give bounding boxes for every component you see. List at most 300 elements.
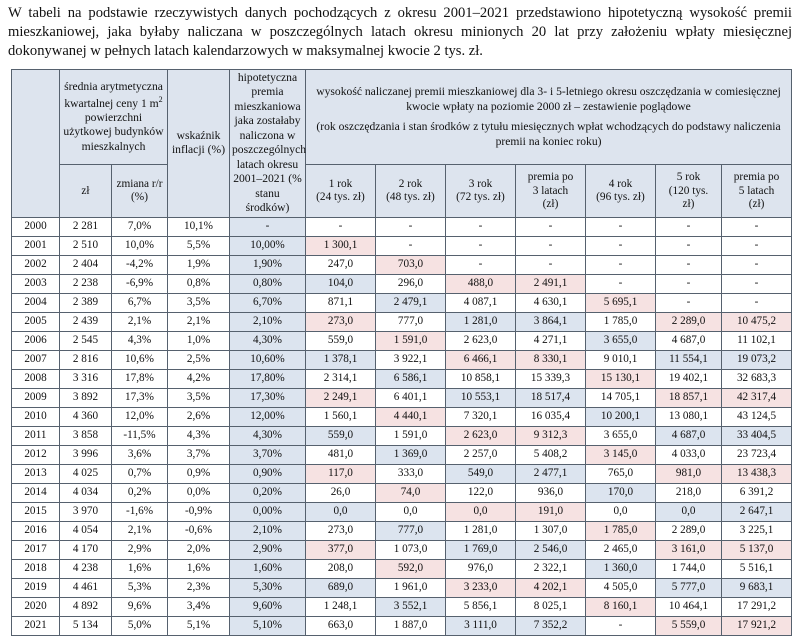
cell-premium-3y: - [516, 236, 586, 255]
header-row-top [12, 69, 792, 165]
table-row [12, 388, 792, 407]
header-col-year-1: 1 rok (24 tys. zł) [306, 165, 376, 217]
cell-year-1: 104,0 [306, 274, 376, 293]
cell-year-3: 3 111,0 [446, 616, 516, 635]
cell-year: 2021 [12, 616, 60, 635]
cell-year-2: 703,0 [376, 255, 446, 274]
cell-year-3: 0,0 [446, 502, 516, 521]
cell-inflation: 2,6% [168, 407, 230, 426]
cell-inflation: 3,5% [168, 388, 230, 407]
cell-year-2: 6 401,1 [376, 388, 446, 407]
cell-year-4: - [586, 236, 656, 255]
cell-year-3: - [446, 236, 516, 255]
cell-premium-3y: 4 630,1 [516, 293, 586, 312]
cell-premium-3y: - [516, 217, 586, 236]
cell-year-5: 4 687,0 [656, 331, 722, 350]
cell-price-change: -11,5% [112, 426, 168, 445]
cell-price-change: 1,6% [112, 559, 168, 578]
table-row [12, 464, 792, 483]
cell-year-3: 10 553,1 [446, 388, 516, 407]
cell-year-5: - [656, 217, 722, 236]
cell-premium-3y: 1 307,0 [516, 521, 586, 540]
cell-year-1: 689,0 [306, 578, 376, 597]
cell-hypothetical-premium: 10,60% [230, 350, 306, 369]
cell-year-1: 1 378,1 [306, 350, 376, 369]
cell-year: 2009 [12, 388, 60, 407]
table-row [12, 255, 792, 274]
header-inflation: wskaźnik inflacji (%) [168, 69, 230, 217]
cell-year-5: 4 687,0 [656, 426, 722, 445]
cell-hypothetical-premium: 2,10% [230, 521, 306, 540]
table-row [12, 616, 792, 635]
table-row [12, 312, 792, 331]
cell-year-4: 3 655,0 [586, 331, 656, 350]
cell-inflation: -0,9% [168, 502, 230, 521]
cell-year-3: 549,0 [446, 464, 516, 483]
cell-premium-5y: - [722, 217, 792, 236]
cell-year-4: 1 785,0 [586, 312, 656, 331]
header-col-year-5: 5 rok (120 tys. zł) [656, 165, 722, 217]
cell-premium-3y: 191,0 [516, 502, 586, 521]
cell-price: 4 360 [60, 407, 112, 426]
cell-inflation: 2,3% [168, 578, 230, 597]
cell-year-3: 1 281,0 [446, 521, 516, 540]
table-container [0, 61, 800, 636]
cell-premium-3y: 18 517,4 [516, 388, 586, 407]
cell-premium-5y: - [722, 236, 792, 255]
table-body [12, 217, 792, 635]
cell-hypothetical-premium: 1,90% [230, 255, 306, 274]
cell-year-5: 13 080,1 [656, 407, 722, 426]
table-row [12, 236, 792, 255]
cell-year: 2001 [12, 236, 60, 255]
cell-year-5: - [656, 236, 722, 255]
cell-year: 2018 [12, 559, 60, 578]
cell-year: 2003 [12, 274, 60, 293]
cell-hypothetical-premium: 4,30% [230, 331, 306, 350]
cell-price-change: 12,0% [112, 407, 168, 426]
cell-price-change: 10,0% [112, 236, 168, 255]
cell-year-5: 19 402,1 [656, 369, 722, 388]
cell-inflation: 5,5% [168, 236, 230, 255]
cell-price-change: 9,6% [112, 597, 168, 616]
cell-year: 2016 [12, 521, 60, 540]
cell-premium-3y: 2 491,1 [516, 274, 586, 293]
cell-year-5: 981,0 [656, 464, 722, 483]
cell-year-2: 1 887,0 [376, 616, 446, 635]
cell-premium-5y: 5 137,0 [722, 540, 792, 559]
cell-year-1: 2 314,1 [306, 369, 376, 388]
cell-year-1: 871,1 [306, 293, 376, 312]
cell-inflation: 4,3% [168, 426, 230, 445]
cell-price: 4 170 [60, 540, 112, 559]
cell-inflation: 10,1% [168, 217, 230, 236]
cell-year: 2002 [12, 255, 60, 274]
table-row [12, 426, 792, 445]
cell-inflation: -0,6% [168, 521, 230, 540]
cell-year-4: 2 465,0 [586, 540, 656, 559]
header-premium-group-line2: (rok oszczędzania i stan środków z tytułu miesięcznych wpłat wchodzących do podstawy naliczenia premii na koniec roku) [316, 120, 781, 148]
cell-premium-3y: 2 322,1 [516, 559, 586, 578]
cell-year-5: 218,0 [656, 483, 722, 502]
cell-inflation: 4,2% [168, 369, 230, 388]
cell-year-1: 208,0 [306, 559, 376, 578]
cell-inflation: 3,7% [168, 445, 230, 464]
cell-year: 2006 [12, 331, 60, 350]
cell-hypothetical-premium: 5,30% [230, 578, 306, 597]
cell-year-5: - [656, 293, 722, 312]
cell-year-1: 273,0 [306, 312, 376, 331]
cell-year-3: 7 320,1 [446, 407, 516, 426]
cell-year: 2019 [12, 578, 60, 597]
cell-hypothetical-premium: 10,00% [230, 236, 306, 255]
table-row [12, 445, 792, 464]
cell-hypothetical-premium: 2,90% [230, 540, 306, 559]
cell-hypothetical-premium: 6,70% [230, 293, 306, 312]
cell-inflation: 3,5% [168, 293, 230, 312]
cell-hypothetical-premium: 0,20% [230, 483, 306, 502]
cell-premium-3y: 2 477,1 [516, 464, 586, 483]
cell-year: 2000 [12, 217, 60, 236]
cell-year-3: 4 087,1 [446, 293, 516, 312]
table-row [12, 274, 792, 293]
cell-premium-5y: 17 921,2 [722, 616, 792, 635]
cell-year-2: - [376, 236, 446, 255]
cell-hypothetical-premium: 2,10% [230, 312, 306, 331]
cell-year-1: 26,0 [306, 483, 376, 502]
cell-premium-5y: 2 647,1 [722, 502, 792, 521]
cell-premium-5y: 42 317,4 [722, 388, 792, 407]
cell-premium-5y: 6 391,2 [722, 483, 792, 502]
cell-hypothetical-premium: 4,30% [230, 426, 306, 445]
cell-year: 2015 [12, 502, 60, 521]
cell-price-change: 10,6% [112, 350, 168, 369]
cell-year-3: 10 858,1 [446, 369, 516, 388]
cell-year-4: - [586, 217, 656, 236]
cell-premium-3y: 2 546,0 [516, 540, 586, 559]
cell-premium-5y: 19 073,2 [722, 350, 792, 369]
cell-year-5: 0,0 [656, 502, 722, 521]
cell-price: 4 054 [60, 521, 112, 540]
cell-year-5: 2 289,0 [656, 521, 722, 540]
cell-year-4: - [586, 616, 656, 635]
cell-year-1: 1 560,1 [306, 407, 376, 426]
header-premium-group [306, 69, 792, 165]
cell-premium-5y: 11 102,1 [722, 331, 792, 350]
cell-price: 4 461 [60, 578, 112, 597]
cell-hypothetical-premium: 0,00% [230, 502, 306, 521]
cell-inflation: 3,4% [168, 597, 230, 616]
cell-hypothetical-premium: 9,60% [230, 597, 306, 616]
cell-price: 4 025 [60, 464, 112, 483]
cell-year-2: 592,0 [376, 559, 446, 578]
cell-price-change: -1,6% [112, 502, 168, 521]
cell-hypothetical-premium: 12,00% [230, 407, 306, 426]
table-row [12, 597, 792, 616]
cell-year-1: 559,0 [306, 426, 376, 445]
cell-year-1: 559,0 [306, 331, 376, 350]
cell-premium-3y: 9 312,3 [516, 426, 586, 445]
cell-year-3: 2 623,0 [446, 426, 516, 445]
cell-hypothetical-premium: 17,80% [230, 369, 306, 388]
cell-year-2: 3 922,1 [376, 350, 446, 369]
cell-year-1: 0,0 [306, 502, 376, 521]
table-row [12, 293, 792, 312]
cell-year: 2007 [12, 350, 60, 369]
cell-price-change: 0,2% [112, 483, 168, 502]
cell-premium-3y: 15 339,3 [516, 369, 586, 388]
cell-hypothetical-premium: - [230, 217, 306, 236]
cell-premium-5y: 13 438,3 [722, 464, 792, 483]
header-row-sub [12, 165, 792, 217]
cell-price: 4 034 [60, 483, 112, 502]
cell-year-5: 11 554,1 [656, 350, 722, 369]
cell-year: 2010 [12, 407, 60, 426]
cell-year-4: 1 360,0 [586, 559, 656, 578]
cell-premium-5y: 17 291,2 [722, 597, 792, 616]
cell-year-3: 3 233,0 [446, 578, 516, 597]
cell-year-4: 10 200,1 [586, 407, 656, 426]
cell-year-2: 333,0 [376, 464, 446, 483]
cell-premium-3y: 8 330,1 [516, 350, 586, 369]
header-col-premium-5y: premia po 5 latach (zł) [722, 165, 792, 217]
cell-inflation: 0,8% [168, 274, 230, 293]
table-head [12, 69, 792, 217]
cell-year-3: 6 466,1 [446, 350, 516, 369]
table-row [12, 502, 792, 521]
cell-year-3: 1 769,0 [446, 540, 516, 559]
cell-year-3: 488,0 [446, 274, 516, 293]
cell-year-4: 0,0 [586, 502, 656, 521]
cell-year-1: 377,0 [306, 540, 376, 559]
cell-year-5: - [656, 255, 722, 274]
cell-year-1: - [306, 217, 376, 236]
cell-year-4: 8 160,1 [586, 597, 656, 616]
cell-price-change: 5,3% [112, 578, 168, 597]
cell-year-2: - [376, 217, 446, 236]
cell-inflation: 2,0% [168, 540, 230, 559]
cell-premium-3y: 4 271,1 [516, 331, 586, 350]
cell-year: 2008 [12, 369, 60, 388]
cell-year-4: 15 130,1 [586, 369, 656, 388]
table-row [12, 369, 792, 388]
table-row [12, 350, 792, 369]
header-year [12, 69, 60, 217]
table-row [12, 483, 792, 502]
cell-premium-5y: - [722, 255, 792, 274]
cell-year-2: 1 369,0 [376, 445, 446, 464]
cell-year-5: 3 161,0 [656, 540, 722, 559]
cell-year: 2014 [12, 483, 60, 502]
cell-price: 3 858 [60, 426, 112, 445]
cell-year-5: 4 033,0 [656, 445, 722, 464]
cell-price: 2 281 [60, 217, 112, 236]
table-row [12, 217, 792, 236]
cell-premium-5y: 5 516,1 [722, 559, 792, 578]
cell-year-5: 5 777,0 [656, 578, 722, 597]
cell-price: 2 510 [60, 236, 112, 255]
cell-year-5: 18 857,1 [656, 388, 722, 407]
cell-year-2: 296,0 [376, 274, 446, 293]
cell-inflation: 0,9% [168, 464, 230, 483]
cell-inflation: 5,1% [168, 616, 230, 635]
cell-year-1: 1 300,1 [306, 236, 376, 255]
cell-year-4: 4 505,0 [586, 578, 656, 597]
cell-year-1: 273,0 [306, 521, 376, 540]
cell-year-2: 1 591,0 [376, 426, 446, 445]
header-price-change: zmiana r/r (%) [112, 165, 168, 217]
cell-year-5: - [656, 274, 722, 293]
cell-year: 2020 [12, 597, 60, 616]
cell-year-4: 3 145,0 [586, 445, 656, 464]
cell-year: 2011 [12, 426, 60, 445]
table-row [12, 540, 792, 559]
cell-year-2: 777,0 [376, 312, 446, 331]
cell-year-5: 1 744,0 [656, 559, 722, 578]
cell-year-1: 247,0 [306, 255, 376, 274]
cell-premium-3y: 8 025,1 [516, 597, 586, 616]
cell-year-3: 122,0 [446, 483, 516, 502]
cell-hypothetical-premium: 17,30% [230, 388, 306, 407]
cell-premium-3y: 4 202,1 [516, 578, 586, 597]
cell-premium-3y: 936,0 [516, 483, 586, 502]
cell-year: 2004 [12, 293, 60, 312]
cell-price-change: 5,0% [112, 616, 168, 635]
header-hypothetical-premium: hipotetyczna premia mieszkaniowa jaka zostałaby naliczona w poszczególnych latach okresu 2001–2021 (% stanu środków) [230, 69, 306, 217]
cell-inflation: 1,0% [168, 331, 230, 350]
table-row [12, 521, 792, 540]
intro-paragraph: W tabeli na podstawie rzeczywistych danych pochodzących z okresu 2001–2021 przedstawiono hipotetyczną wysokość premii mieszkaniowej, jaka byłaby naliczana w poszczególnych latach okresu minionych 20 lat przy założeniu wpłaty miesięcznej dokonywanej w pełnych latach kalendarzowych w maksymalnej kwocie 2 tys. zł. [8, 5, 792, 59]
cell-inflation: 2,5% [168, 350, 230, 369]
cell-price: 3 970 [60, 502, 112, 521]
cell-year: 2013 [12, 464, 60, 483]
cell-year-4: 170,0 [586, 483, 656, 502]
cell-year-3: - [446, 255, 516, 274]
premium-table [11, 69, 792, 636]
cell-year-4: 14 705,1 [586, 388, 656, 407]
cell-premium-5y: 3 225,1 [722, 521, 792, 540]
header-col-premium-3y: premia po 3 latach (zł) [516, 165, 586, 217]
cell-year-3: - [446, 217, 516, 236]
cell-year-1: 117,0 [306, 464, 376, 483]
cell-year-2: 4 440,1 [376, 407, 446, 426]
cell-year-5: 2 289,0 [656, 312, 722, 331]
cell-price: 4 238 [60, 559, 112, 578]
cell-year-4: 3 655,0 [586, 426, 656, 445]
cell-year: 2005 [12, 312, 60, 331]
table-row [12, 331, 792, 350]
cell-year-2: 0,0 [376, 502, 446, 521]
cell-premium-3y: - [516, 255, 586, 274]
table-row [12, 407, 792, 426]
cell-inflation: 1,6% [168, 559, 230, 578]
cell-year-5: 5 559,0 [656, 616, 722, 635]
cell-year-1: 2 249,1 [306, 388, 376, 407]
cell-year-2: 6 586,1 [376, 369, 446, 388]
cell-year-2: 2 479,1 [376, 293, 446, 312]
cell-price: 4 892 [60, 597, 112, 616]
cell-hypothetical-premium: 1,60% [230, 559, 306, 578]
cell-price-change: -6,9% [112, 274, 168, 293]
table-row [12, 578, 792, 597]
cell-hypothetical-premium: 0,80% [230, 274, 306, 293]
cell-year-1: 1 248,1 [306, 597, 376, 616]
cell-year-2: 1 591,0 [376, 331, 446, 350]
cell-year-2: 3 552,1 [376, 597, 446, 616]
header-col-year-2: 2 rok (48 tys. zł) [376, 165, 446, 217]
cell-year-4: 9 010,1 [586, 350, 656, 369]
cell-year-4: 765,0 [586, 464, 656, 483]
cell-year-4: 5 695,1 [586, 293, 656, 312]
cell-year-2: 74,0 [376, 483, 446, 502]
cell-premium-3y: 5 408,2 [516, 445, 586, 464]
cell-price-change: 2,1% [112, 312, 168, 331]
header-premium-group-line1: wysokość naliczanej premii mieszkaniowej dla 3- i 5-letniego okresu oszczędzania w comiesięcznej kwocie wpłaty na poziomie 2000 zł – zestawienie poglądowe [316, 85, 781, 113]
cell-year-3: 5 856,1 [446, 597, 516, 616]
cell-year-3: 2 623,0 [446, 331, 516, 350]
cell-hypothetical-premium: 5,10% [230, 616, 306, 635]
cell-price: 2 238 [60, 274, 112, 293]
header-col-year-4: 4 rok (96 tys. zł) [586, 165, 656, 217]
cell-inflation: 0,0% [168, 483, 230, 502]
cell-price: 3 996 [60, 445, 112, 464]
cell-year-1: 481,0 [306, 445, 376, 464]
cell-price: 3 892 [60, 388, 112, 407]
cell-inflation: 1,9% [168, 255, 230, 274]
cell-year-2: 777,0 [376, 521, 446, 540]
header-col-year-3: 3 rok (72 tys. zł) [446, 165, 516, 217]
cell-premium-5y: - [722, 293, 792, 312]
cell-premium-3y: 16 035,4 [516, 407, 586, 426]
cell-price-change: 7,0% [112, 217, 168, 236]
cell-price-change: 3,6% [112, 445, 168, 464]
header-price-zl: zł [60, 165, 112, 217]
cell-year-4: 1 785,0 [586, 521, 656, 540]
cell-price-change: 0,7% [112, 464, 168, 483]
cell-year-3: 2 257,0 [446, 445, 516, 464]
cell-premium-5y: 32 683,3 [722, 369, 792, 388]
cell-price: 5 134 [60, 616, 112, 635]
cell-year-1: 663,0 [306, 616, 376, 635]
cell-price: 3 316 [60, 369, 112, 388]
cell-premium-5y: 43 124,5 [722, 407, 792, 426]
cell-price-change: 17,8% [112, 369, 168, 388]
cell-premium-5y: 9 683,1 [722, 578, 792, 597]
header-average-price-group: średnia arytmetyczna kwartalnej ceny 1 $m^2$ powierzchni użytkowej budynków mieszkalnych [60, 69, 168, 165]
cell-premium-5y: 33 404,5 [722, 426, 792, 445]
cell-year-2: 1 961,0 [376, 578, 446, 597]
cell-price-change: 2,9% [112, 540, 168, 559]
cell-premium-5y: 10 475,2 [722, 312, 792, 331]
cell-year-4: - [586, 274, 656, 293]
cell-hypothetical-premium: 0,90% [230, 464, 306, 483]
cell-price: 2 816 [60, 350, 112, 369]
cell-price: 2 404 [60, 255, 112, 274]
cell-year: 2012 [12, 445, 60, 464]
cell-year-2: 1 073,0 [376, 540, 446, 559]
cell-year: 2017 [12, 540, 60, 559]
cell-price-change: 4,3% [112, 331, 168, 350]
cell-premium-3y: 3 864,1 [516, 312, 586, 331]
cell-price-change: -4,2% [112, 255, 168, 274]
cell-price-change: 2,1% [112, 521, 168, 540]
cell-price: 2 389 [60, 293, 112, 312]
cell-price: 2 439 [60, 312, 112, 331]
cell-price-change: 17,3% [112, 388, 168, 407]
cell-premium-5y: - [722, 274, 792, 293]
cell-year-5: 10 464,1 [656, 597, 722, 616]
cell-price-change: 6,7% [112, 293, 168, 312]
